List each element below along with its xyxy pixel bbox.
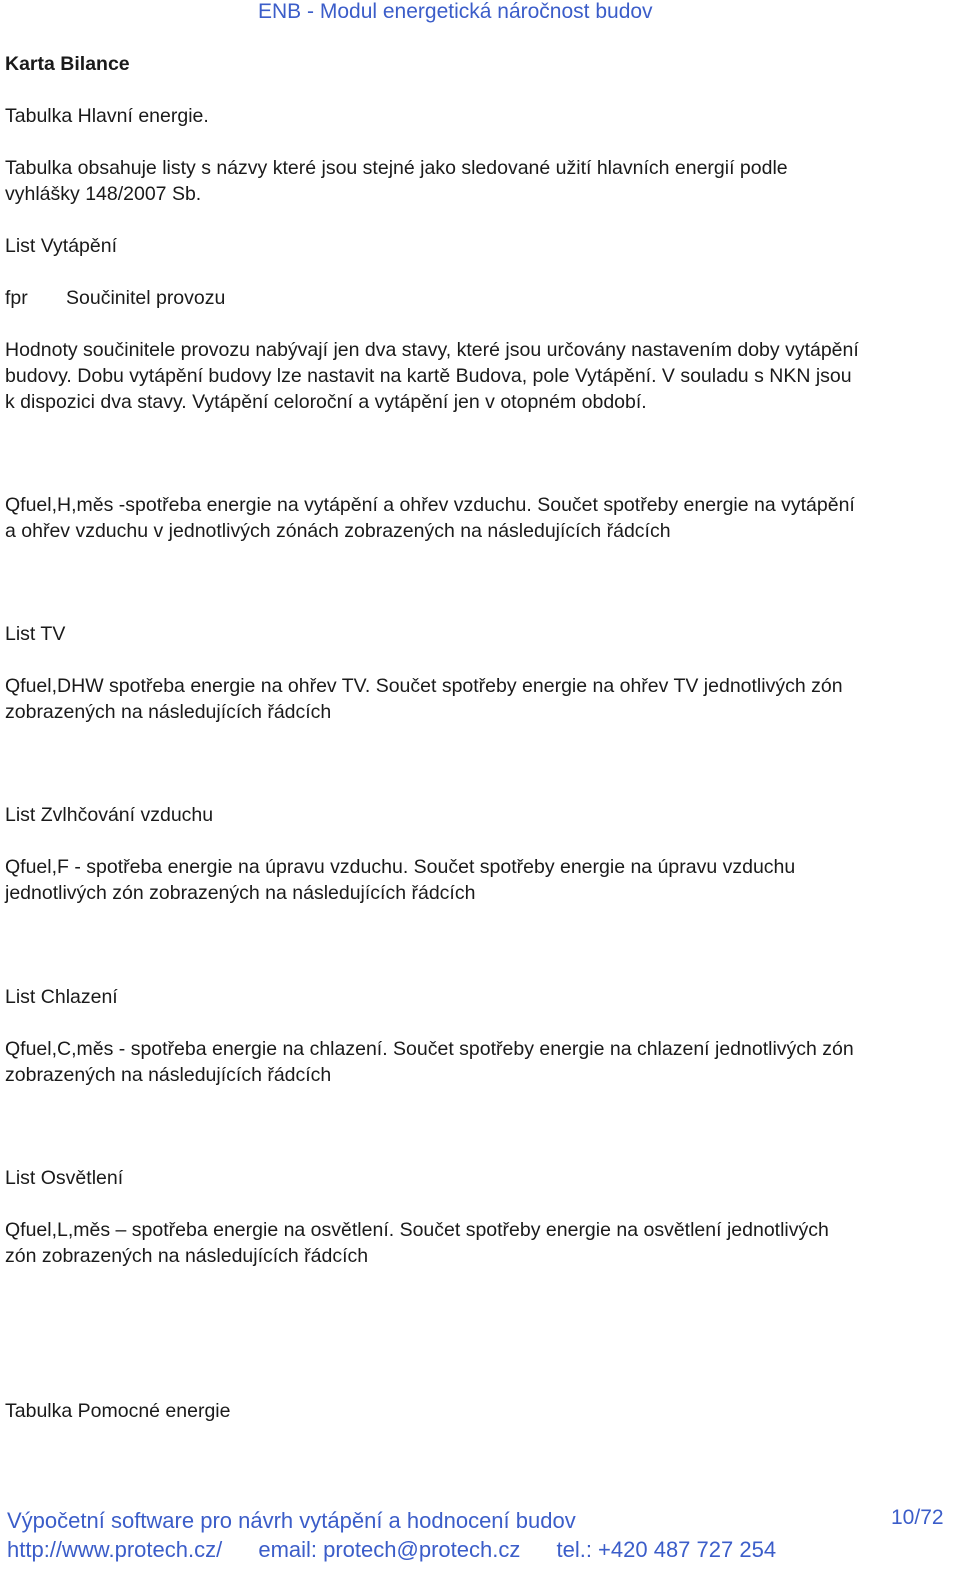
list-tv-heading: List TV [5, 623, 66, 645]
ql-line-2: zón zobrazených na následujících řádcích [5, 1245, 369, 1267]
table-main-heading: Tabulka Hlavní energie. [5, 105, 209, 127]
qdhw-line-1: Qfuel,DHW spotřeba energie na ohřev TV. Součet spotřeby energie na ohřev TV jednotlivých zón [5, 675, 843, 697]
intro-line-2: vyhlášky 148/2007 Sb. [5, 183, 202, 205]
qc-line-2: zobrazených na následujících řádcích [5, 1064, 332, 1086]
footer-contacts [7, 1537, 806, 1563]
fpr-text-line-2: budovy. Dobu vytápění budovy lze nastavit na kartě Budova, pole Vytápění. V souladu s NKN jsou [5, 365, 852, 387]
intro-line-1: Tabulka obsahuje listy s názvy které jsou stejné jako sledované užití hlavních energií podle [5, 157, 788, 179]
qh-line-1: Qfuel,H,měs -spotřeba energie na vytápění a ohřev vzduchu. Součet spotřeby energie na vytápění [5, 494, 855, 516]
card-title: Karta Bilance [5, 53, 130, 75]
qf-line-2: jednotlivých zón zobrazených na následujících řádcích [5, 882, 476, 904]
footer-software-title: Výpočetní software pro návrh vytápění a hodnocení budov [7, 1508, 576, 1533]
fpr-text-line-3: k dispozici dva stavy. Vytápění celoroční a vytápění jen v otopném období. [5, 391, 647, 413]
list-humidification-heading: List Zvlhčování vzduchu [5, 804, 214, 826]
ql-line-1: Qfuel,L,měs – spotřeba energie na osvětlení. Součet spotřeby energie na osvětlení jednotlivých [5, 1219, 829, 1241]
qh-line-2: a ohřev vzduchu v jednotlivých zónách zobrazených na následujících řádcích [5, 520, 671, 542]
fpr-description: Součinitel provozu [66, 287, 226, 309]
list-cooling-heading: List Chlazení [5, 986, 118, 1008]
qdhw-line-2: zobrazených na následujících řádcích [5, 701, 332, 723]
qc-line-1: Qfuel,C,měs - spotřeba energie na chlazení. Součet spotřeby energie na chlazení jednotlivých zón [5, 1038, 854, 1060]
fpr-symbol: fpr [5, 287, 28, 309]
footer-email[interactable]: email: protech@protech.cz [258, 1537, 521, 1562]
list-heating-heading: List Vytápění [5, 235, 118, 257]
table-aux-heading: Tabulka Pomocné energie [5, 1400, 231, 1422]
fpr-text-line-1: Hodnoty součinitele provozu nabývají jen dva stavy, které jsou určovány nastavením doby vytápění [5, 339, 859, 361]
qf-line-1: Qfuel,F - spotřeba energie na úpravu vzduchu. Součet spotřeby energie na úpravu vzduchu [5, 856, 796, 878]
page-number: 10/72 [891, 1506, 944, 1529]
list-lighting-heading: List Osvětlení [5, 1167, 124, 1189]
footer-website-link[interactable]: http://www.protech.cz/ [7, 1537, 223, 1562]
footer-phone: tel.: +420 487 727 254 [556, 1537, 777, 1562]
page-header-title: ENB - Modul energetická náročnost budov [258, 0, 653, 23]
